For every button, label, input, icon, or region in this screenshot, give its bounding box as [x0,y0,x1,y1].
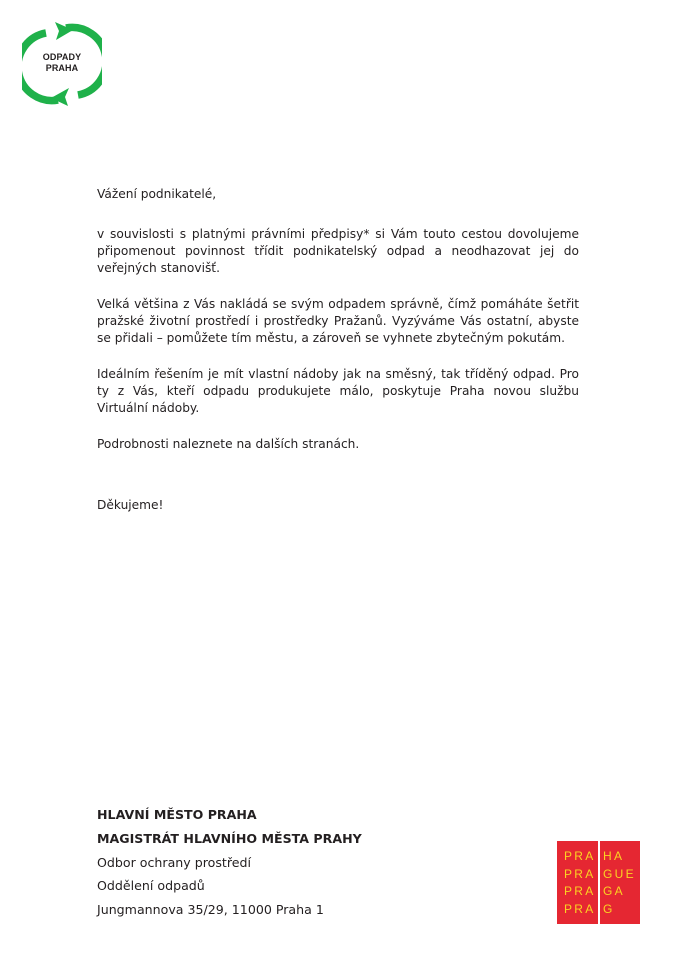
logo-left-column [564,848,596,918]
logo-text-odpady: ODPADY [42,52,82,62]
logo-right-column [603,848,636,918]
logo-right-text: HA [603,849,625,863]
logo-divider [598,841,600,924]
letter-body [97,186,579,514]
logo-right-text: GUE [603,866,636,881]
greeting: Vážení podnikatelé, [97,187,217,201]
praha-city-logo [557,841,640,924]
logo-left-text: PRA [564,901,596,916]
logo-left-text: PRA [564,849,596,863]
org-name: HLAVNÍ MĚSTO PRAHA [97,807,257,822]
department: Odbor ochrany prostředí [97,854,251,870]
footer-address [97,803,362,922]
closing: Děkujeme! [97,498,164,512]
paragraph-3: Ideálním řešením je mít vlastní nádoby jak na směsný, tak tříděný odpad. Pro ty z Vás, kteří odpadu produkujete málo, poskytuje Praha novou službu Virtuální nádoby. [97,367,579,415]
logo-left-text: PRA [564,866,596,881]
details-note: Podrobnosti naleznete na dalších stranách. [97,437,360,451]
paragraph-1: v souvislosti s platnými právními předpisy* si Vám touto cestou dovolujeme připomenout povinnost třídit podnikatelský odpad a neodhazovat jej do veřejných stanovišť. [97,227,579,275]
logo-right-text: G [603,901,615,916]
logo-left-text: PRA [564,884,596,898]
paragraph-2: Velká většina z Vás nakládá se svým odpadem správně, čímž pomáháte šetřit pražské životní prostředí i prostředky Pražanů. Vyzýváme Vás ostatní, abyste se přidali – pomůžete tím městu, a zároveň se vyhnete zbytečným pokutám. [97,297,579,345]
odpady-praha-logo [22,20,102,108]
address: Jungmannova 35/29, 11000 Praha 1 [97,902,324,918]
section: Oddělení odpadů [97,878,205,894]
magistrate-name: MAGISTRÁT HLAVNÍHO MĚSTA PRAHY [97,830,362,846]
logo-text-praha: PRAHA [45,63,79,73]
logo-right-text: GA [603,884,625,898]
